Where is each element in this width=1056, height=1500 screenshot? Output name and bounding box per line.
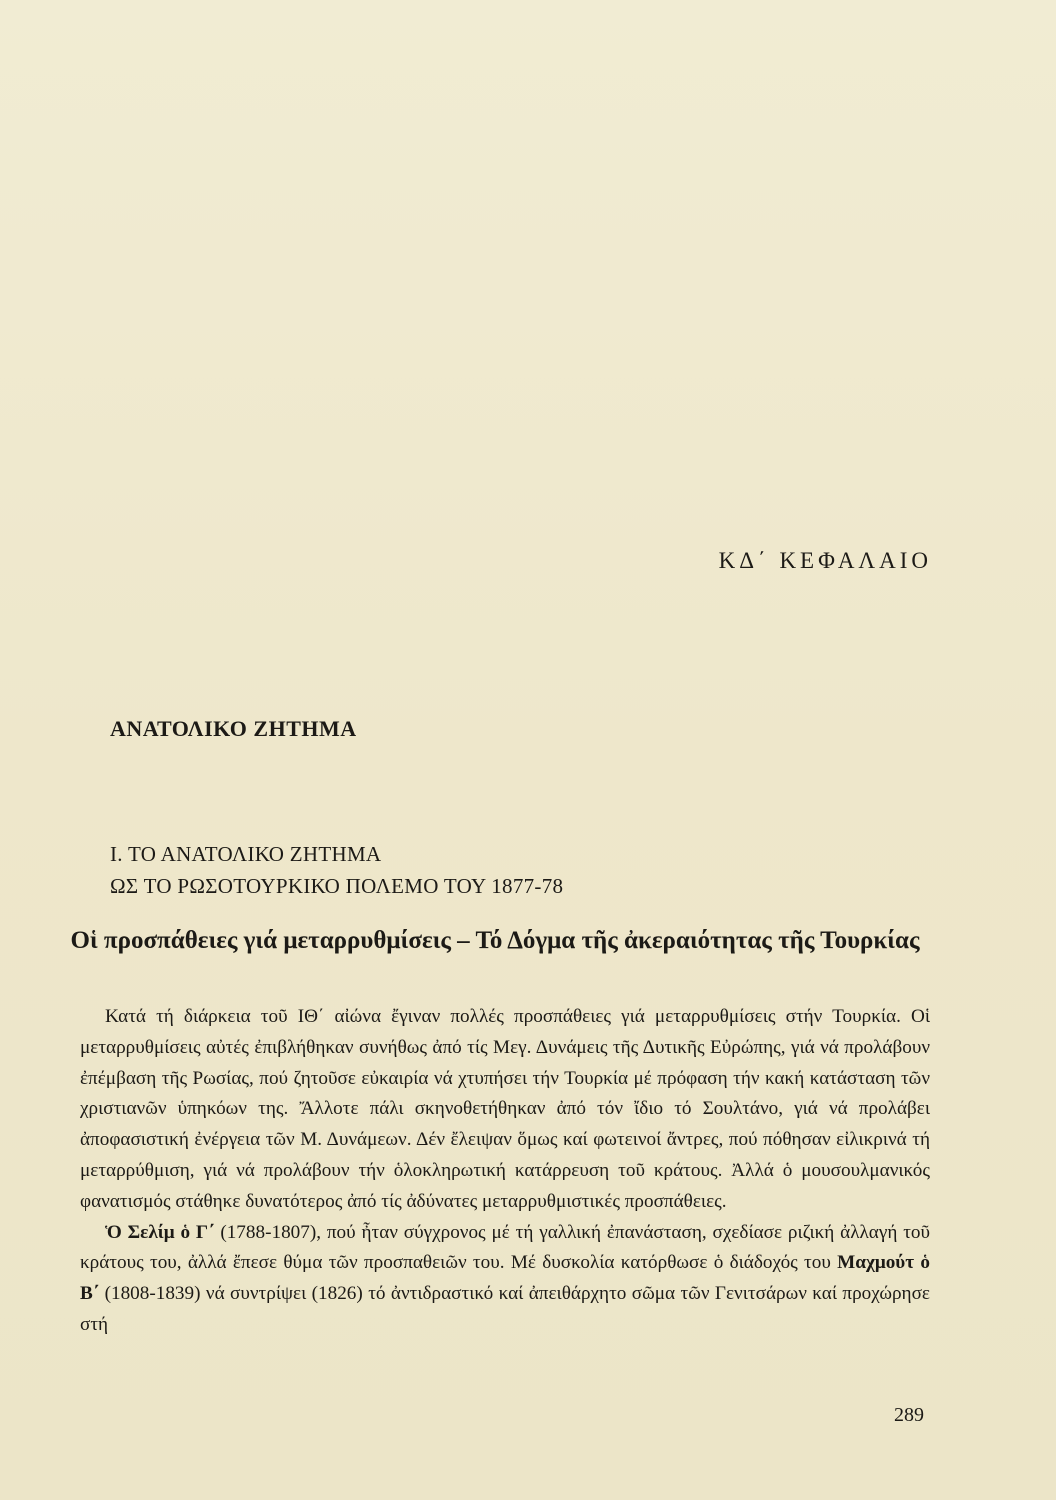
paragraph-2-text-1: (1788-1807), πού ἦταν σύγχρονος μέ τή γαλλική ἐπανάσταση, σχεδίασε ριζική ἀλλαγή τοῦ κράτους του, ἀλλά ἔπεσε θύμα τῶν προσπαθειῶν του. Μέ δυσκολία κατόρθωσε ὁ διάδοχός του xyxy=(80,1221,930,1274)
paragraph-2 xyxy=(80,1218,930,1341)
part-title: ΑΝΑΤΟΛΙΚΟ ΖΗΤΗΜΑ xyxy=(110,716,357,741)
name-mahmut: Μαχμούτ ὁ Β΄ xyxy=(80,1252,930,1305)
subsection-heading: Οἱ προσπάθειες γιά μεταρρυθμίσεις – Τό Δόγμα τῆς ἀκεραιότητας τῆς Τουρκίας xyxy=(70,927,920,954)
body-text xyxy=(80,1002,930,1341)
section-title-line-2: ΩΣ ΤΟ ΡΩΣΟΤΟΥΡΚΙΚΟ ΠΟΛΕΜΟ ΤΟΥ 1877-78 xyxy=(110,874,564,898)
page-number: 289 xyxy=(894,1404,924,1426)
name-selim: Ὁ Σελίμ ὁ Γ΄ xyxy=(105,1221,215,1243)
paragraph-2-text-2: (1808-1839) νά συντρίψει (1826) τό ἀντιδραστικό καί ἀπειθάρχητο σῶμα τῶν Γενιτσάρων καί προχώρησε στή xyxy=(80,1283,930,1335)
paragraph-1: Κατά τή διάρκεια τοῦ ΙΘ΄ αἰώνα ἔγιναν πολλές προσπάθειες γιά μεταρρυθμίσεις στήν Τουρκία. Οἱ μεταρρυθμίσεις αὐτές ἐπιβλήθηκαν συνήθως ἀπό τίς Μεγ. Δυνάμεις τῆς Δυτικῆς Εὐρώπης, γιά νά προλάβουν ἐπέμβαση τῆς Ρωσίας, πού ζητοῦσε εὐκαιρία νά χτυπήσει τήν Τουρκία μέ πρόφαση τήν κακή κατάσταση τῶν χριστιανῶν ὑπηκόων της. Ἄλλοτε πάλι σκηνοθετήθηκαν ἀπό τόν ἴδιο τό Σουλτάνο, γιά νά προλάβει ἀποφασιστική ἐνέργεια τῶν Μ. Δυνάμεων. Δέν ἔλειψαν ὅμως καί φωτεινοί ἄντρες, πού πόθησαν εἰλικρινά τή μεταρρύθμιση, γιά νά προλάβουν τήν ὁλοκληρωτική κατάρρευση τοῦ κράτους. Ἀλλά ὁ μουσουλμανικός φανατισμός στάθηκε δυνατότερος ἀπό τίς ἀδύνατες μεταρρυθμιστικές προσπάθειες. xyxy=(80,1006,930,1212)
chapter-heading: ΚΔ΄ ΚΕΦΑΛΑΙΟ xyxy=(718,548,932,573)
section-title-line-1: Ι. ΤΟ ΑΝΑΤΟΛΙΚΟ ΖΗΤΗΜΑ xyxy=(110,842,382,866)
